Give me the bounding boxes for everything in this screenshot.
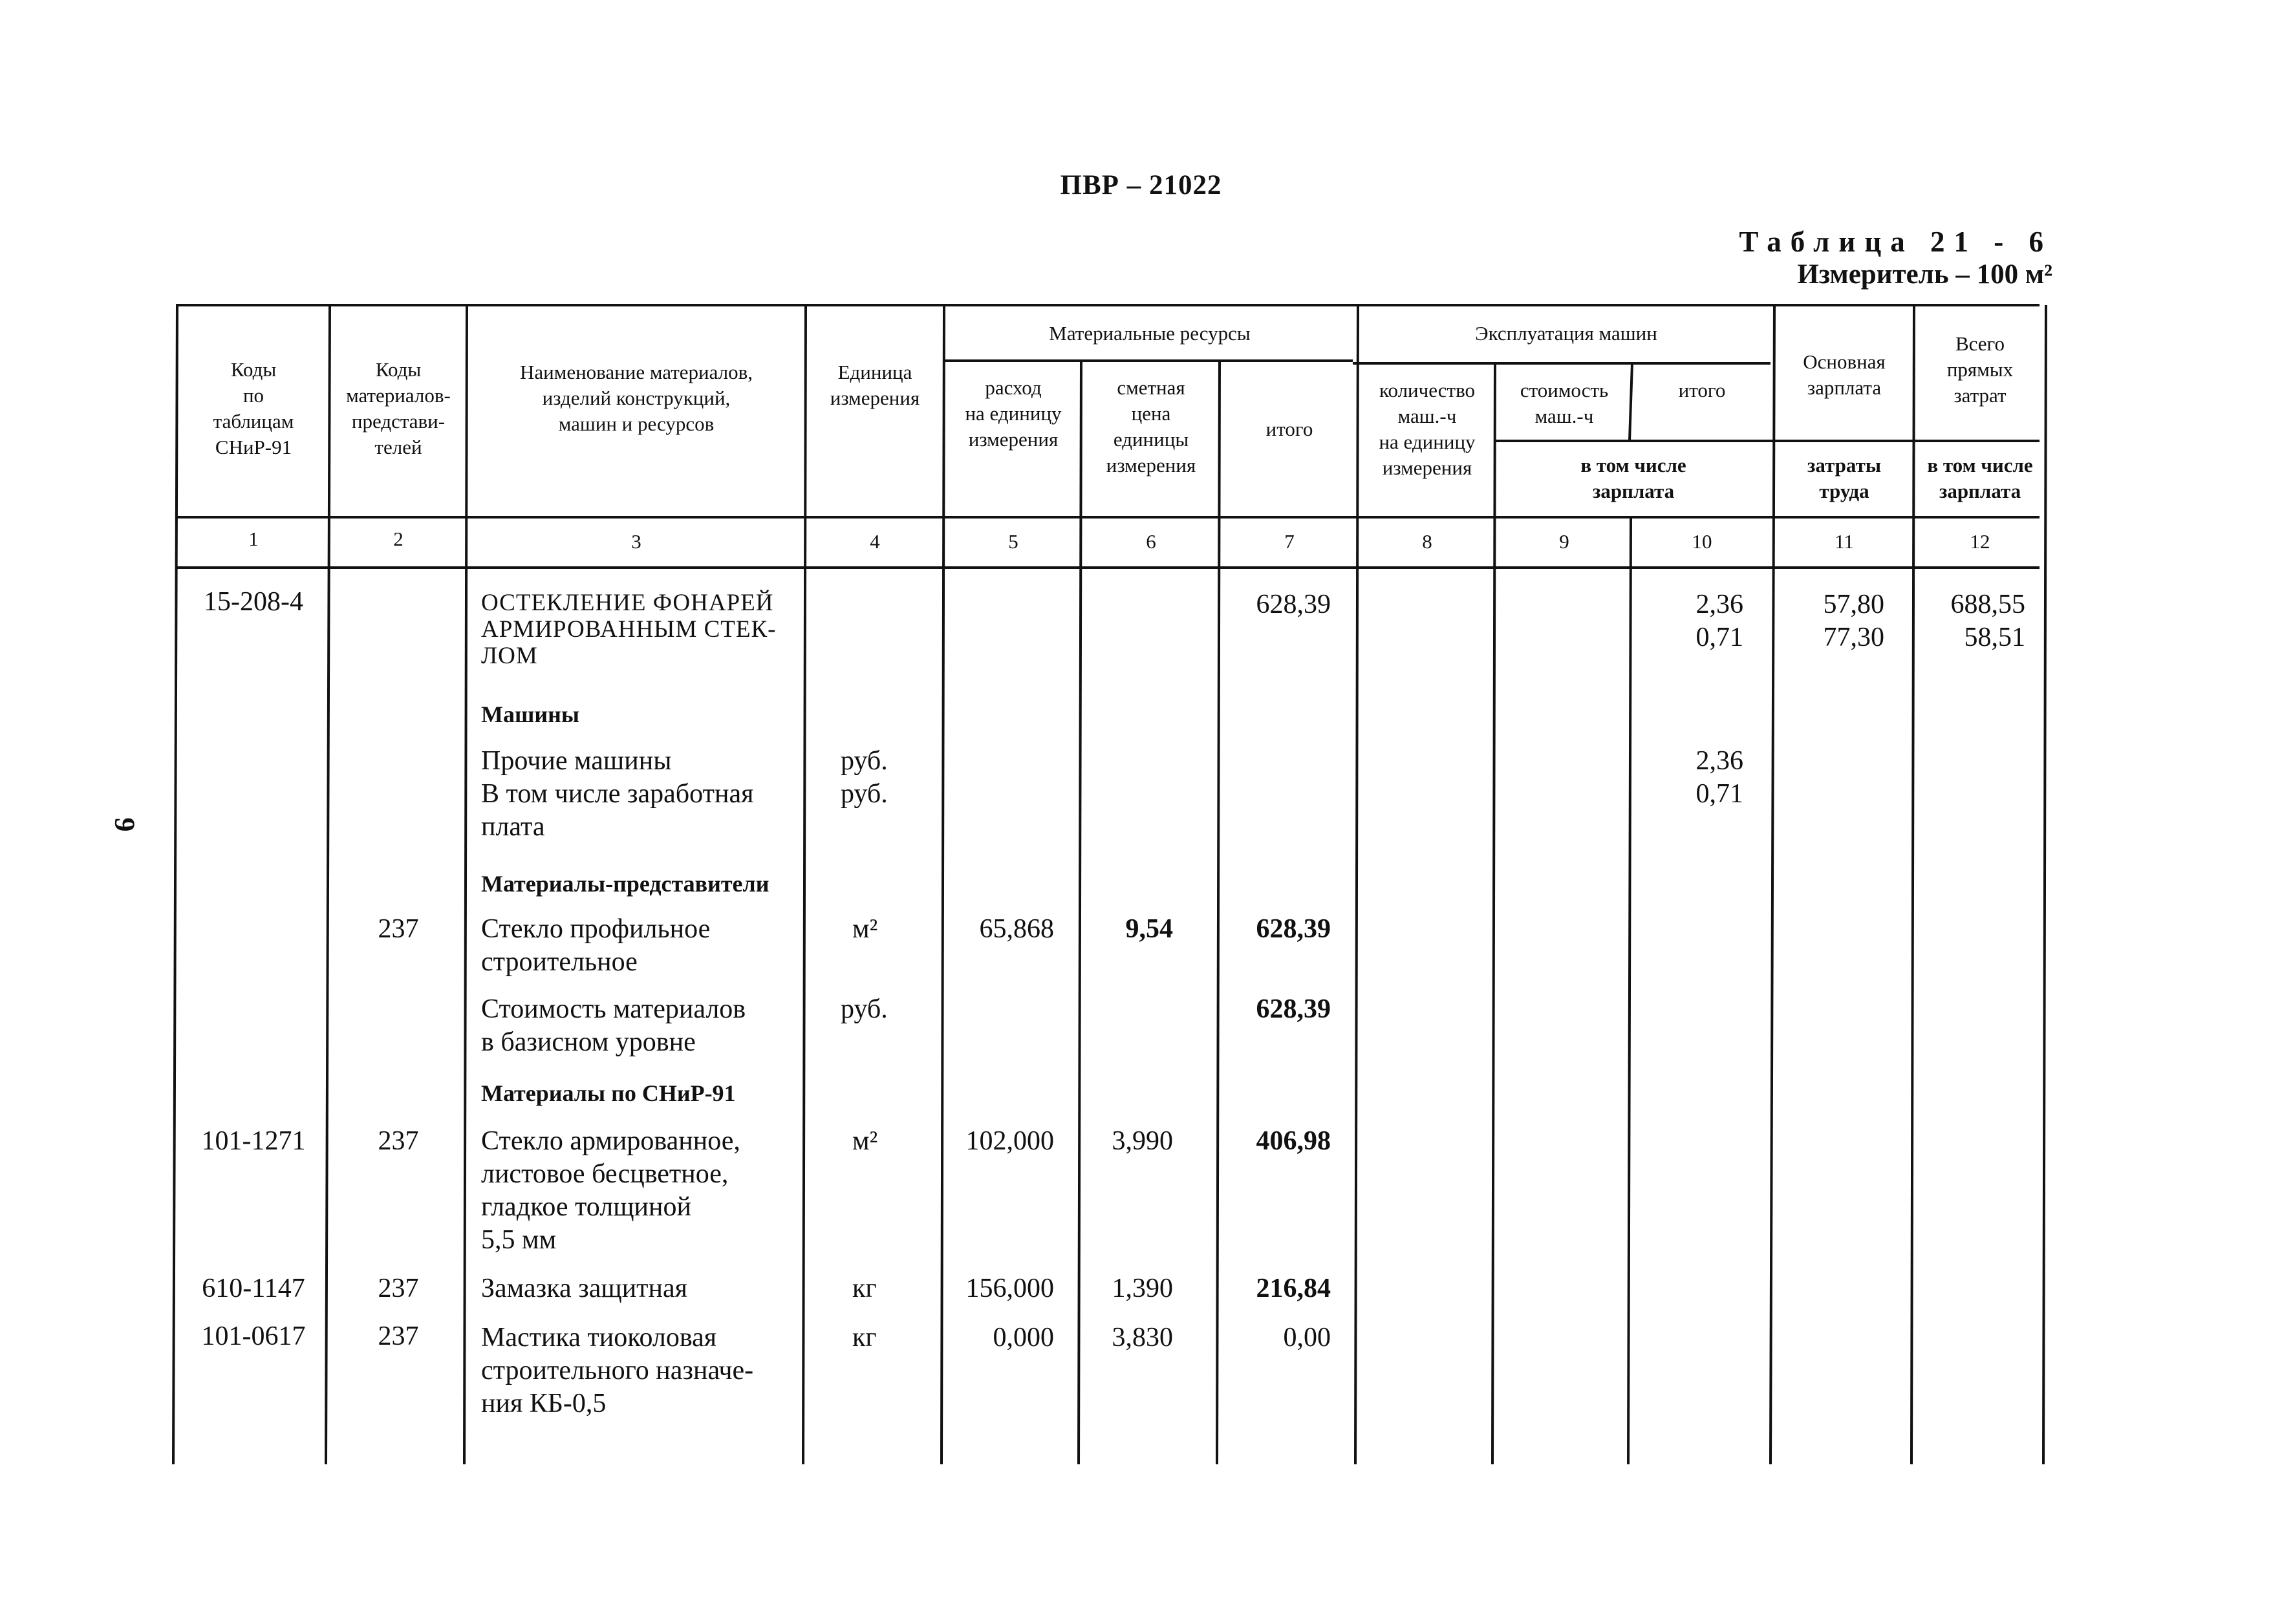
column-number-6: 6 <box>1146 530 1156 553</box>
row-profile-glass-unit: м² <box>852 914 878 944</box>
section-materials-snir: Материалы по СНиР-91 <box>481 1080 736 1106</box>
row-mastic-unit: кг <box>852 1323 877 1352</box>
document-title: ПВР – 21022 <box>1060 170 1222 200</box>
table-name: Таблица 21 - 6 <box>1739 226 2052 258</box>
row-putty-consumption: 156,000 <box>965 1274 1054 1303</box>
section-machines: Машины <box>481 701 579 727</box>
header-machine-hours: количество маш.-ч на единицу измерения <box>1379 379 1476 479</box>
column-number-10: 10 <box>1692 530 1712 553</box>
header-labor-cost: затраты труда <box>1807 454 1882 502</box>
header-codes-representatives: Коды материалов- представи- телей <box>346 358 451 458</box>
row-other-machines-total: 2,36 0,71 <box>1695 746 1743 809</box>
row-reinforced-glass-rep-code: 237 <box>378 1126 419 1156</box>
row-mastic-name: Мастика тиоколовая строительного назначе- ния КБ-0,5 <box>481 1323 754 1418</box>
row-other-machines-unit: руб. руб. <box>841 746 888 809</box>
row-glazing-direct: 688,55 58,51 <box>1950 590 2025 652</box>
row-glazing-total: 628,39 <box>1256 590 1331 619</box>
row-putty-code: 610-1147 <box>202 1274 305 1303</box>
section-material-representatives: Материалы-представители <box>481 871 770 897</box>
column-number-12: 12 <box>1970 530 1990 553</box>
row-putty-unit: кг <box>852 1274 877 1303</box>
row-reinforced-glass-price: 3,990 <box>1112 1126 1173 1156</box>
row-reinforced-glass-consumption: 102,000 <box>965 1126 1054 1156</box>
row-material-cost-total: 628,39 <box>1256 994 1331 1024</box>
row-material-cost-unit: руб. <box>841 994 888 1024</box>
row-profile-glass-name: Стекло профильное строительное <box>481 914 711 977</box>
header-total-direct-costs: Всего прямых затрат <box>1946 332 2014 407</box>
header-basic-wage: Основная зарплата <box>1803 350 1886 399</box>
column-number-8: 8 <box>1422 530 1432 553</box>
row-other-machines-name: Прочие машины В том числе заработная плата <box>481 746 754 842</box>
header-machine-total: итого <box>1678 379 1726 401</box>
column-number-1: 1 <box>248 528 259 550</box>
row-glazing-name: ОСТЕКЛЕНИЕ ФОНАРЕЙ АРМИРОВАННЫМ СТЕК- ЛОМ <box>481 590 777 669</box>
row-reinforced-glass-name: Стекло армированное, листовое бесцветное, гладкое толщиной 5,5 мм <box>481 1126 740 1255</box>
header-price: сметная цена единицы измерения <box>1106 376 1196 476</box>
column-number-7: 7 <box>1284 530 1295 553</box>
row-mastic-rep-code: 237 <box>378 1321 419 1351</box>
column-number-5: 5 <box>1008 530 1018 553</box>
column-number-3: 3 <box>631 530 641 553</box>
row-glazing-code: 15-208-4 <box>204 587 303 617</box>
column-number-2: 2 <box>393 528 404 550</box>
row-putty-name: Замазка защитная <box>481 1274 687 1303</box>
row-profile-glass-consumption: 65,868 <box>979 914 1054 944</box>
row-putty-total: 216,84 <box>1256 1274 1331 1303</box>
header-machine-operation: Эксплуатация машин <box>1475 322 1657 345</box>
row-mastic-code: 101-0617 <box>201 1321 306 1351</box>
header-direct-wage: в том числе зарплата <box>1927 454 2033 502</box>
header-material-resources: Материальные ресурсы <box>1049 322 1251 345</box>
header-material-name: Наименование материалов, изделий конструкций, машин и ресурсов <box>519 361 753 435</box>
column-number-9: 9 <box>1559 530 1569 553</box>
page-number: 9 <box>109 817 141 832</box>
header-machine-hour-cost: стоимость маш.-ч <box>1520 379 1609 427</box>
header-material-total: итого <box>1265 418 1313 440</box>
row-glazing-wage: 57,80 77,30 <box>1823 590 1884 652</box>
measure-text: Измеритель – 100 м² <box>1797 259 2052 290</box>
column-number-11: 11 <box>1835 530 1854 553</box>
row-reinforced-glass-code: 101-1271 <box>201 1126 306 1156</box>
header-codes-snir: Коды по таблицам СНиР-91 <box>213 358 294 458</box>
row-mastic-total: 0,00 <box>1283 1323 1331 1352</box>
header-unit: Единица измерения <box>830 361 920 409</box>
row-glazing-machine-total: 2,36 0,71 <box>1695 590 1743 652</box>
measure-unit <box>1797 259 2052 290</box>
row-profile-glass-rep-code: 237 <box>378 914 419 944</box>
row-reinforced-glass-unit: м² <box>852 1126 878 1156</box>
header-machine-wage: в том числе зарплата <box>1580 454 1686 502</box>
column-number-4: 4 <box>870 530 880 553</box>
row-profile-glass-total: 628,39 <box>1256 914 1331 944</box>
row-reinforced-glass-total: 406,98 <box>1256 1126 1331 1156</box>
row-profile-glass-price: 9,54 <box>1125 914 1173 944</box>
row-mastic-price: 3,830 <box>1112 1323 1173 1352</box>
row-putty-price: 1,390 <box>1112 1274 1173 1303</box>
row-material-cost-name: Стоимость материалов в базисном уровне <box>481 994 746 1057</box>
header-consumption: расход на единицу измерения <box>965 376 1062 451</box>
row-mastic-consumption: 0,000 <box>993 1323 1054 1352</box>
row-putty-rep-code: 237 <box>378 1274 419 1303</box>
